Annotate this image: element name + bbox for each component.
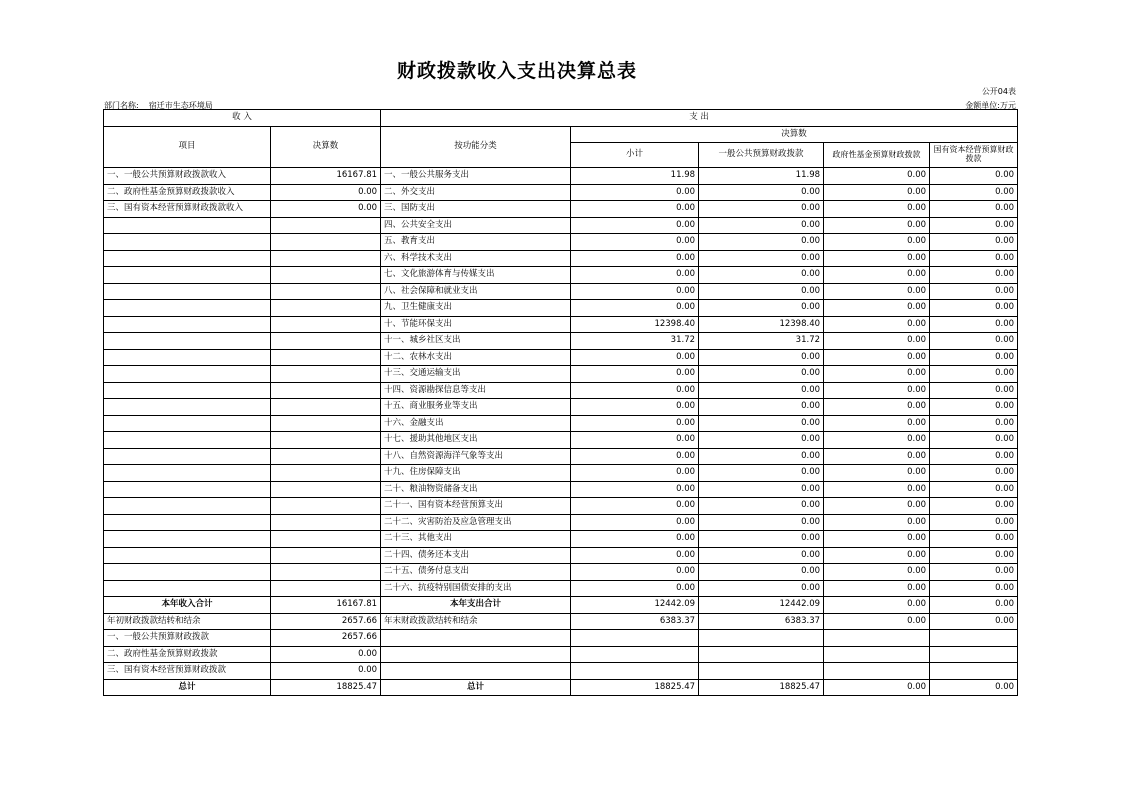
- expense-item-cell: 二十三、其他支出: [381, 531, 571, 548]
- table-row: [104, 498, 1018, 515]
- table-row: [104, 349, 1018, 366]
- expense-item-cell: 十五、商业服务业等支出: [381, 399, 571, 416]
- department-label: 部门名称:: [104, 101, 139, 110]
- expense-general-cell: 0.00: [699, 250, 824, 267]
- table-row: [104, 316, 1018, 333]
- expense-subtotal-cell: 0.00: [571, 250, 699, 267]
- table-row: [104, 333, 1018, 350]
- income-amount-cell: 0.00: [271, 201, 381, 218]
- income-item-cell: [104, 514, 271, 531]
- carry-end-label: 年末财政拨款结转和结余: [381, 613, 571, 630]
- table-row: [104, 564, 1018, 581]
- income-amount-cell: [271, 514, 381, 531]
- expense-subtotal-cell: 0.00: [571, 432, 699, 449]
- income-item-cell: [104, 448, 271, 465]
- expense-subtotal-cell: 0.00: [571, 201, 699, 218]
- grand-total-row: [104, 679, 1018, 696]
- expense-item-cell: 二、外交支出: [381, 184, 571, 201]
- expense-subtotal-cell: 31.72: [571, 333, 699, 350]
- grand-total-fund: 0.00: [824, 679, 930, 696]
- expense-subtotal-cell: 0.00: [571, 481, 699, 498]
- col-header-general-budget: 一般公共预算财政拨款: [699, 143, 824, 168]
- expense-item-cell: 十一、城乡社区支出: [381, 333, 571, 350]
- income-item-cell: [104, 349, 271, 366]
- income-item-cell: [104, 465, 271, 482]
- expense-fund-cell: 0.00: [824, 217, 930, 234]
- expense-capital-cell: 0.00: [930, 250, 1018, 267]
- income-amount-cell: [271, 349, 381, 366]
- income-item-cell: [104, 234, 271, 251]
- expense-capital-cell: 0.00: [930, 349, 1018, 366]
- expense-subtotal-cell: 0.00: [571, 415, 699, 432]
- expense-capital-cell: 0.00: [930, 498, 1018, 515]
- income-item-cell: [104, 415, 271, 432]
- table-row: [104, 217, 1018, 234]
- table-row: [104, 250, 1018, 267]
- table-row: [104, 531, 1018, 548]
- carry-end-general: 6383.37: [699, 613, 824, 630]
- expense-capital-cell: 0.00: [930, 580, 1018, 597]
- expense-item-cell: 十三、交通运输支出: [381, 366, 571, 383]
- table-row: [104, 234, 1018, 251]
- carry-item-amount: 0.00: [271, 663, 381, 680]
- expense-general-cell: 0.00: [699, 498, 824, 515]
- col-header-fund-budget: 政府性基金预算财政拨款: [824, 143, 930, 168]
- table-row: [104, 168, 1018, 185]
- table-row: [104, 415, 1018, 432]
- grand-total-subtotal: 18825.47: [571, 679, 699, 696]
- department-name: 宿迁市生态环境局: [148, 101, 213, 110]
- income-amount-cell: [271, 564, 381, 581]
- year-expense-general: 12442.09: [699, 597, 824, 614]
- expense-fund-cell: 0.00: [824, 333, 930, 350]
- income-amount-cell: [271, 399, 381, 416]
- carry-item-amount: 0.00: [271, 646, 381, 663]
- expense-general-cell: 31.72: [699, 333, 824, 350]
- income-amount-cell: [271, 366, 381, 383]
- expense-fund-cell: 0.00: [824, 399, 930, 416]
- expense-general-cell: 0.00: [699, 267, 824, 284]
- carry-item-row: [104, 646, 1018, 663]
- carry-item-row: [104, 630, 1018, 647]
- expense-item-cell: 九、卫生健康支出: [381, 300, 571, 317]
- income-item-cell: [104, 481, 271, 498]
- expense-fund-cell: 0.00: [824, 316, 930, 333]
- table-row: [104, 201, 1018, 218]
- income-item-cell: [104, 399, 271, 416]
- income-item-cell: [104, 333, 271, 350]
- expense-capital-cell: 0.00: [930, 465, 1018, 482]
- expense-section-header: 支 出: [381, 110, 1018, 127]
- expense-general-cell: 0.00: [699, 547, 824, 564]
- expense-fund-cell: 0.00: [824, 349, 930, 366]
- income-amount-cell: [271, 267, 381, 284]
- income-amount-cell: [271, 333, 381, 350]
- expense-general-cell: 0.00: [699, 184, 824, 201]
- expense-item-cell: 二十、粮油物资储备支出: [381, 481, 571, 498]
- expense-capital-cell: 0.00: [930, 234, 1018, 251]
- income-amount-cell: 0.00: [271, 184, 381, 201]
- expense-item-cell: 十七、援助其他地区支出: [381, 432, 571, 449]
- carry-item-label: 二、政府性基金预算财政拨款: [104, 646, 271, 663]
- income-item-cell: [104, 531, 271, 548]
- expense-capital-cell: 0.00: [930, 481, 1018, 498]
- table-row: [104, 382, 1018, 399]
- expense-fund-cell: 0.00: [824, 481, 930, 498]
- expense-subtotal-cell: 0.00: [571, 382, 699, 399]
- income-item-cell: [104, 250, 271, 267]
- expense-subtotal-cell: 0.00: [571, 267, 699, 284]
- expense-item-cell: 五、教育支出: [381, 234, 571, 251]
- income-amount-cell: [271, 316, 381, 333]
- expense-fund-cell: 0.00: [824, 498, 930, 515]
- expense-subtotal-cell: 0.00: [571, 514, 699, 531]
- income-item-cell: [104, 382, 271, 399]
- expense-item-cell: 十、节能环保支出: [381, 316, 571, 333]
- budget-table: [103, 109, 1018, 696]
- carry-item-amount: 2657.66: [271, 630, 381, 647]
- expense-capital-cell: 0.00: [930, 201, 1018, 218]
- income-item-cell: [104, 547, 271, 564]
- table-row: [104, 465, 1018, 482]
- expense-capital-cell: 0.00: [930, 448, 1018, 465]
- expense-general-cell: 0.00: [699, 283, 824, 300]
- expense-subtotal-cell: 0.00: [571, 300, 699, 317]
- table-row: [104, 184, 1018, 201]
- col-header-item: 项目: [104, 126, 271, 168]
- expense-item-cell: 二十二、灾害防治及应急管理支出: [381, 514, 571, 531]
- amount-unit: 金额单位:万元: [965, 101, 1016, 110]
- income-amount-cell: [271, 547, 381, 564]
- expense-item-cell: 八、社会保障和就业支出: [381, 283, 571, 300]
- expense-fund-cell: 0.00: [824, 531, 930, 548]
- expense-item-cell: 十四、资源勘探信息等支出: [381, 382, 571, 399]
- table-row: [104, 432, 1018, 449]
- expense-capital-cell: 0.00: [930, 300, 1018, 317]
- expense-item-cell: 二十一、国有资本经营预算支出: [381, 498, 571, 515]
- expense-subtotal-cell: 0.00: [571, 234, 699, 251]
- income-item-cell: 二、政府性基金预算财政拨款收入: [104, 184, 271, 201]
- expense-fund-cell: 0.00: [824, 547, 930, 564]
- expense-subtotal-cell: 0.00: [571, 283, 699, 300]
- expense-subtotal-cell: 12398.40: [571, 316, 699, 333]
- expense-capital-cell: 0.00: [930, 547, 1018, 564]
- expense-general-cell: 0.00: [699, 432, 824, 449]
- income-item-cell: 三、国有资本经营预算财政拨款收入: [104, 201, 271, 218]
- expense-fund-cell: 0.00: [824, 366, 930, 383]
- income-amount-cell: [271, 250, 381, 267]
- expense-fund-cell: 0.00: [824, 465, 930, 482]
- income-item-cell: [104, 432, 271, 449]
- table-row: [104, 448, 1018, 465]
- expense-general-cell: 0.00: [699, 580, 824, 597]
- expense-general-cell: 0.00: [699, 415, 824, 432]
- expense-general-cell: 0.00: [699, 448, 824, 465]
- expense-general-cell: 0.00: [699, 481, 824, 498]
- expense-fund-cell: 0.00: [824, 184, 930, 201]
- expense-capital-cell: 0.00: [930, 184, 1018, 201]
- income-item-cell: [104, 217, 271, 234]
- col-header-final-amount-group: 决算数: [571, 126, 1018, 143]
- expense-subtotal-cell: 0.00: [571, 349, 699, 366]
- expense-item-cell: 十二、农林水支出: [381, 349, 571, 366]
- expense-item-cell: 一、一般公共服务支出: [381, 168, 571, 185]
- expense-capital-cell: 0.00: [930, 366, 1018, 383]
- expense-general-cell: 0.00: [699, 217, 824, 234]
- income-item-cell: [104, 316, 271, 333]
- grand-total-general: 18825.47: [699, 679, 824, 696]
- expense-general-cell: 0.00: [699, 201, 824, 218]
- col-header-func-class: 按功能分类: [381, 126, 571, 168]
- income-item-cell: [104, 283, 271, 300]
- income-amount-cell: [271, 415, 381, 432]
- expense-capital-cell: 0.00: [930, 382, 1018, 399]
- expense-general-cell: 0.00: [699, 514, 824, 531]
- table-row: [104, 366, 1018, 383]
- income-item-cell: [104, 366, 271, 383]
- grand-total-income-amount: 18825.47: [271, 679, 381, 696]
- income-section-header: 收 入: [104, 110, 381, 127]
- expense-fund-cell: 0.00: [824, 448, 930, 465]
- year-expense-fund: 0.00: [824, 597, 930, 614]
- income-amount-cell: [271, 481, 381, 498]
- expense-subtotal-cell: 0.00: [571, 498, 699, 515]
- expense-capital-cell: 0.00: [930, 333, 1018, 350]
- expense-fund-cell: 0.00: [824, 432, 930, 449]
- carry-begin-label: 年初财政拨款结转和结余: [104, 613, 271, 630]
- expense-subtotal-cell: 0.00: [571, 217, 699, 234]
- expense-fund-cell: 0.00: [824, 168, 930, 185]
- expense-item-cell: 七、文化旅游体育与传媒支出: [381, 267, 571, 284]
- form-code: 公开04表: [981, 87, 1016, 96]
- expense-general-cell: 0.00: [699, 399, 824, 416]
- expense-fund-cell: 0.00: [824, 415, 930, 432]
- expense-capital-cell: 0.00: [930, 399, 1018, 416]
- expense-subtotal-cell: 11.98: [571, 168, 699, 185]
- expense-item-cell: 二十四、债务还本支出: [381, 547, 571, 564]
- expense-capital-cell: 0.00: [930, 168, 1018, 185]
- table-row: [104, 481, 1018, 498]
- expense-subtotal-cell: 0.00: [571, 184, 699, 201]
- income-amount-cell: [271, 498, 381, 515]
- carry-item-label: 三、国有资本经营预算财政拨款: [104, 663, 271, 680]
- expense-subtotal-cell: 0.00: [571, 547, 699, 564]
- year-expense-total-label: 本年支出合计: [381, 597, 571, 614]
- expense-subtotal-cell: 0.00: [571, 580, 699, 597]
- expense-fund-cell: 0.00: [824, 201, 930, 218]
- expense-subtotal-cell: 0.00: [571, 564, 699, 581]
- expense-capital-cell: 0.00: [930, 514, 1018, 531]
- year-expense-subtotal: 12442.09: [571, 597, 699, 614]
- table-row: [104, 547, 1018, 564]
- expense-capital-cell: 0.00: [930, 283, 1018, 300]
- income-amount-cell: [271, 531, 381, 548]
- income-amount-cell: [271, 217, 381, 234]
- expense-general-cell: 0.00: [699, 349, 824, 366]
- expense-fund-cell: 0.00: [824, 250, 930, 267]
- year-total-row: [104, 597, 1018, 614]
- expense-general-cell: 0.00: [699, 300, 824, 317]
- expense-capital-cell: 0.00: [930, 564, 1018, 581]
- table-row: [104, 267, 1018, 284]
- income-amount-cell: 16167.81: [271, 168, 381, 185]
- expense-general-cell: 0.00: [699, 382, 824, 399]
- income-amount-cell: [271, 448, 381, 465]
- expense-subtotal-cell: 0.00: [571, 531, 699, 548]
- col-header-state-capital: 国有资本经营预算财政拨款: [930, 143, 1018, 168]
- carry-end-fund: 0.00: [824, 613, 930, 630]
- col-header-subtotal: 小计: [571, 143, 699, 168]
- table-row: [104, 399, 1018, 416]
- income-item-cell: [104, 564, 271, 581]
- income-amount-cell: [271, 300, 381, 317]
- expense-item-cell: 四、公共安全支出: [381, 217, 571, 234]
- expense-fund-cell: 0.00: [824, 300, 930, 317]
- expense-subtotal-cell: 0.00: [571, 448, 699, 465]
- expense-general-cell: 12398.40: [699, 316, 824, 333]
- expense-fund-cell: 0.00: [824, 267, 930, 284]
- table-row: [104, 283, 1018, 300]
- grand-total-income-label: 总计: [104, 679, 271, 696]
- year-income-total-amount: 16167.81: [271, 597, 381, 614]
- grand-total-capital: 0.00: [930, 679, 1018, 696]
- expense-fund-cell: 0.00: [824, 283, 930, 300]
- expense-fund-cell: 0.00: [824, 514, 930, 531]
- expense-general-cell: 0.00: [699, 564, 824, 581]
- page-title: 财政拨款收入支出决算总表: [396, 60, 637, 82]
- carry-item-row: [104, 663, 1018, 680]
- income-item-cell: [104, 498, 271, 515]
- carry-row: [104, 613, 1018, 630]
- income-amount-cell: [271, 283, 381, 300]
- expense-item-cell: 六、科学技术支出: [381, 250, 571, 267]
- expense-item-cell: 十六、金融支出: [381, 415, 571, 432]
- income-item-cell: [104, 267, 271, 284]
- expense-fund-cell: 0.00: [824, 382, 930, 399]
- income-amount-cell: [271, 580, 381, 597]
- expense-fund-cell: 0.00: [824, 234, 930, 251]
- expense-item-cell: 二十六、抗疫特别国债安排的支出: [381, 580, 571, 597]
- expense-subtotal-cell: 0.00: [571, 366, 699, 383]
- table-row: [104, 580, 1018, 597]
- expense-capital-cell: 0.00: [930, 316, 1018, 333]
- expense-capital-cell: 0.00: [930, 415, 1018, 432]
- year-income-total-label: 本年收入合计: [104, 597, 271, 614]
- expense-general-cell: 11.98: [699, 168, 824, 185]
- grand-total-expense-label: 总计: [381, 679, 571, 696]
- table-row: [104, 300, 1018, 317]
- expense-fund-cell: 0.00: [824, 564, 930, 581]
- income-item-cell: 一、一般公共预算财政拨款收入: [104, 168, 271, 185]
- expense-general-cell: 0.00: [699, 366, 824, 383]
- carry-end-subtotal: 6383.37: [571, 613, 699, 630]
- income-amount-cell: [271, 382, 381, 399]
- income-amount-cell: [271, 234, 381, 251]
- table-row: [104, 514, 1018, 531]
- col-header-final-amount: 决算数: [271, 126, 381, 168]
- expense-subtotal-cell: 0.00: [571, 465, 699, 482]
- expense-item-cell: 十九、住房保障支出: [381, 465, 571, 482]
- income-amount-cell: [271, 432, 381, 449]
- expense-capital-cell: 0.00: [930, 267, 1018, 284]
- expense-subtotal-cell: 0.00: [571, 399, 699, 416]
- expense-general-cell: 0.00: [699, 531, 824, 548]
- carry-begin-amount: 2657.66: [271, 613, 381, 630]
- carry-item-label: 一、一般公共预算财政拨款: [104, 630, 271, 647]
- income-amount-cell: [271, 465, 381, 482]
- expense-fund-cell: 0.00: [824, 580, 930, 597]
- expense-item-cell: 二十五、债务付息支出: [381, 564, 571, 581]
- income-item-cell: [104, 300, 271, 317]
- expense-general-cell: 0.00: [699, 234, 824, 251]
- section-header-row: [104, 110, 1018, 127]
- expense-general-cell: 0.00: [699, 465, 824, 482]
- column-header-row-1: [104, 126, 1018, 143]
- income-item-cell: [104, 580, 271, 597]
- year-expense-capital: 0.00: [930, 597, 1018, 614]
- carry-end-capital: 0.00: [930, 613, 1018, 630]
- expense-capital-cell: 0.00: [930, 531, 1018, 548]
- expense-capital-cell: 0.00: [930, 432, 1018, 449]
- expense-item-cell: 三、国防支出: [381, 201, 571, 218]
- expense-capital-cell: 0.00: [930, 217, 1018, 234]
- expense-item-cell: 十八、自然资源海洋气象等支出: [381, 448, 571, 465]
